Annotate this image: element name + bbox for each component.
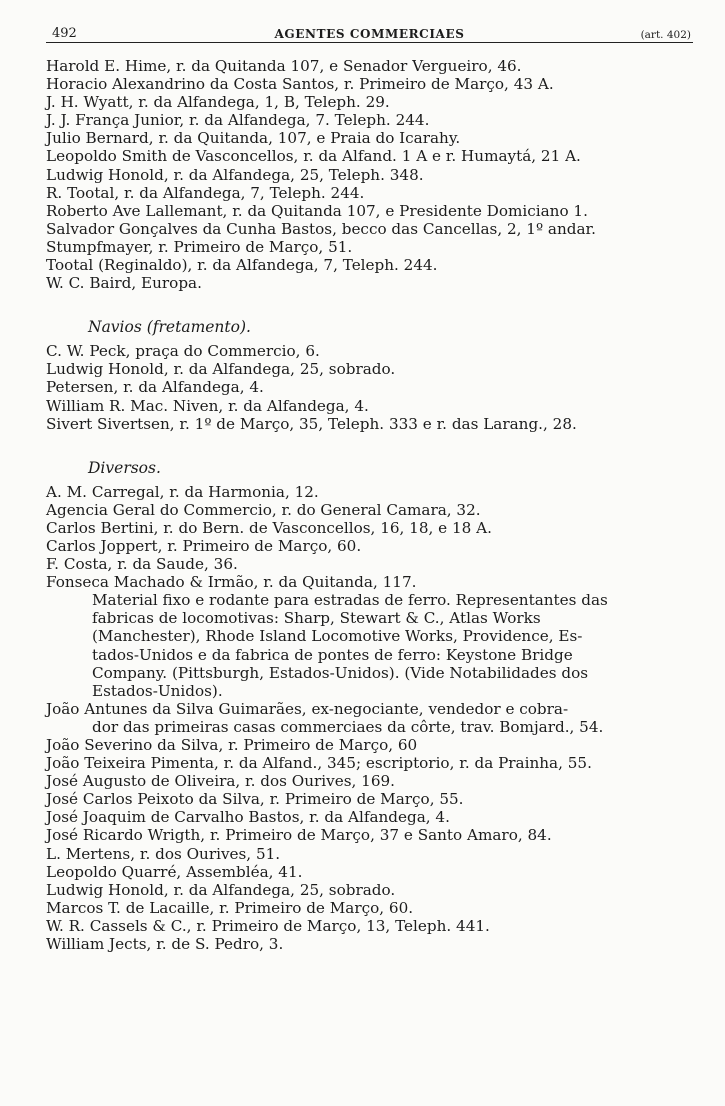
entry-detail: Company. (Pittsburgh, Estados-Unidos). (Vide Notabilidades dos [92, 663, 589, 682]
list-item: José Carlos Peixoto da Silva, r. Primeiro de Março, 55. [46, 790, 464, 809]
list-item: José Joaquim de Carvalho Bastos, r. da Alfandega, 4. [46, 808, 450, 827]
list-item: J. H. Wyatt, r. da Alfandega, 1, B, Teleph. 29. [46, 93, 390, 112]
article-reference: (art. 402) [640, 29, 691, 41]
list-item: Salvador Gonçalves da Cunha Bastos, becco das Cancellas, 2, 1º andar. [46, 219, 596, 238]
running-head [46, 20, 693, 43]
list-item: William R. Mac. Niven, r. da Alfandega, 4. [46, 396, 369, 415]
page-title: AGENTES COMMERCIAES [274, 27, 465, 41]
list-item: Fonseca Machado & Irmão, r. da Quitanda, 117. [46, 573, 417, 592]
list-item: Ludwig Honold, r. da Alfandega, 25, sobrado. [46, 880, 396, 899]
list-item: Carlos Bertini, r. do Bern. de Vasconcellos, 16, 18, e 18 A. [46, 518, 492, 537]
entry-detail: Material fixo e rodante para estradas de ferro. Representantes das [92, 591, 608, 610]
list-item: Petersen, r. da Alfandega, 4. [46, 378, 264, 397]
list-item: João Antunes da Silva Guimarães, ex-negociante, vendedor e cobra- [46, 699, 569, 718]
list-item: Sivert Sivertsen, r. 1º de Março, 35, Teleph. 333 e r. das Larang., 28. [46, 414, 577, 433]
section-diversos [46, 459, 693, 953]
section-heading: Navios (fretamento). [88, 318, 251, 337]
list-item: Leopoldo Smith de Vasconcellos, r. da Alfand. 1 A e r. Humaytá, 21 A. [46, 147, 581, 166]
list-item: Roberto Ave Lallemant, r. da Quitanda 107, e Presidente Domiciano 1. [46, 201, 588, 220]
list-item: João Teixeira Pimenta, r. da Alfand., 345; escriptorio, r. da Prainha, 55. [46, 754, 592, 773]
list-item: João Severino da Silva, r. Primeiro de Março, 60 [46, 736, 418, 754]
section-heading: Diversos. [88, 458, 161, 477]
list-item: Ludwig Honold, r. da Alfandega, 25, Teleph. 348. [46, 165, 424, 184]
list-item: W. C. Baird, Europa. [46, 274, 202, 293]
list-item: Tootal (Reginaldo), r. da Alfandega, 7, Teleph. 244. [46, 256, 438, 275]
list-item: Julio Bernard, r. da Quitanda, 107, e Praia do Icarahy. [46, 129, 461, 148]
list-item: William Jects, r. de S. Pedro, 3. [46, 935, 284, 954]
list-item: C. W. Peck, praça do Commercio, 6. [46, 342, 320, 361]
entry-detail: Estados-Unidos). [92, 681, 223, 700]
entry-detail: (Manchester), Rhode Island Locomotive Works, Providence, Es- [92, 627, 583, 646]
list-item: Horacio Alexandrino da Costa Santos, r. Primeiro de Março, 43 A. [46, 75, 554, 94]
list-item: José Augusto de Oliveira, r. dos Ourives, 169. [46, 772, 395, 791]
list-item: A. M. Carregal, r. da Harmonia, 12. [46, 482, 319, 501]
list-item: Leopoldo Quarré, Assembléa, 41. [46, 862, 303, 881]
entry-continuation: dor das primeiras casas commerciaes da côrte, trav. Bomjard., 54. [92, 717, 604, 736]
list-item: Stumpfmayer, r. Primeiro de Março, 51. [46, 237, 353, 256]
list-item: R. Tootal, r. da Alfandega, 7, Teleph. 244. [46, 183, 365, 202]
list-item: L. Mertens, r. dos Ourives, 51. [46, 844, 281, 863]
list-item: J. J. França Junior, r. da Alfandega, 7. Teleph. 244. [46, 111, 430, 130]
list-item: Harold E. Hime, r. da Quitanda 107, e Senador Vergueiro, 46. [46, 57, 522, 75]
entry-detail: tados-Unidos e da fabrica de pontes de ferro: Keystone Bridge [92, 645, 573, 664]
section-navios [46, 318, 693, 432]
list-item: Agencia Geral do Commercio, r. do General Camara, 32. [46, 500, 481, 519]
list-item: José Ricardo Wrigth, r. Primeiro de Março, 37 e Santo Amaro, 84. [46, 826, 552, 845]
agent-list [46, 57, 693, 292]
entry-detail: fabricas de locomotivas: Sharp, Stewart & C., Atlas Works [92, 609, 541, 628]
list-item: Carlos Joppert, r. Primeiro de Março, 60. [46, 536, 362, 555]
list-item: Ludwig Honold, r. da Alfandega, 25, sobrado. [46, 360, 396, 379]
list-item: W. R. Cassels & C., r. Primeiro de Março, 13, Teleph. 441. [46, 916, 490, 935]
list-item: Marcos T. de Lacaille, r. Primeiro de Março, 60. [46, 898, 414, 917]
page-number: 492 [52, 26, 77, 41]
list-item: F. Costa, r. da Saude, 36. [46, 555, 238, 574]
